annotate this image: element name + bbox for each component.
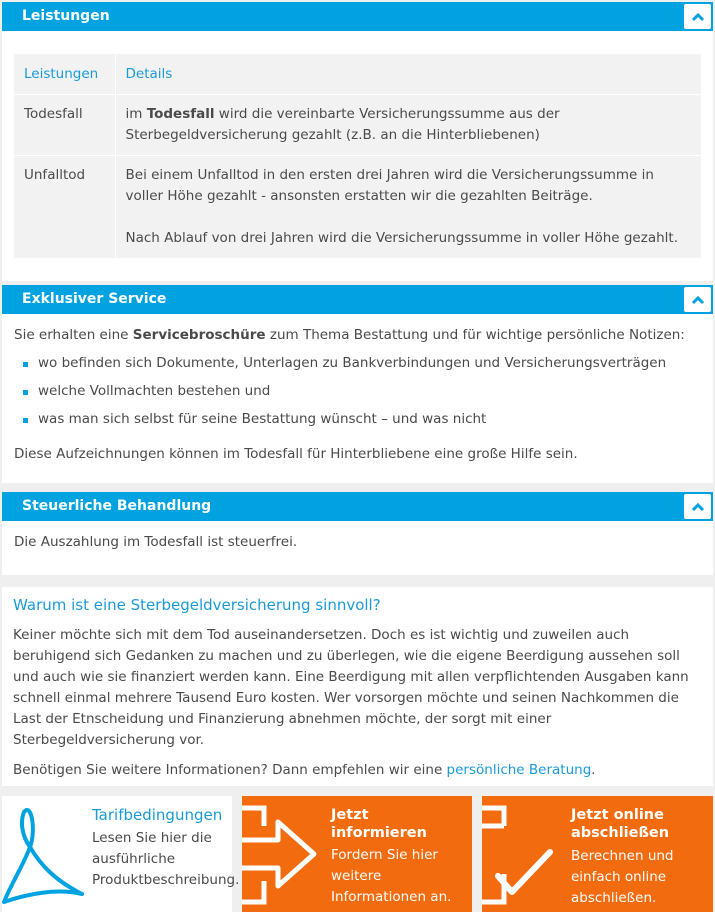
leistungen-collapse-button[interactable] bbox=[684, 4, 711, 29]
steuer-collapse-button[interactable] bbox=[684, 494, 711, 519]
row-details bbox=[115, 155, 701, 258]
service-header-title: Exklusiver Service bbox=[22, 291, 167, 307]
details-paragraph: Bei einem Unfalltod in den ersten drei Jahren wird die Versicherungssumme in voller Höhe gezahlt - ansonsten erstatten wir die gezahlten Beiträge. bbox=[125, 166, 654, 204]
row-details: im Todesfall wird die vereinbarte Versicherungssumme aus der Sterbegeldversicherung gezahlt (z.B. an die Hinterbliebenen) bbox=[115, 94, 701, 155]
service-list bbox=[14, 353, 701, 430]
service-header[interactable] bbox=[2, 285, 713, 314]
chevron-up-icon bbox=[691, 502, 705, 512]
table-header-row bbox=[14, 54, 701, 94]
tile-text: Berechnen und einfach online abschließen. bbox=[571, 848, 674, 906]
table-row bbox=[14, 94, 701, 155]
column-header-leistungen: Leistungen bbox=[14, 54, 115, 94]
tile-jetzt-informieren[interactable] bbox=[242, 796, 472, 912]
tile-online-abschliessen[interactable] bbox=[482, 796, 713, 912]
chevron-up-icon bbox=[691, 295, 705, 305]
service-outro: Diese Aufzeichnungen können im Todesfall für Hinterbliebene eine große Hilfe sein. bbox=[14, 446, 578, 462]
details-paragraph: Nach Ablauf von drei Jahren wird die Versicherungssumme in voller Höhe gezahlt. bbox=[125, 229, 678, 246]
chevron-up-icon bbox=[691, 12, 705, 22]
tile-tarifbedingungen[interactable] bbox=[2, 796, 240, 912]
info-title: Warum ist eine Sterbegeldversicherung sinnvoll? bbox=[13, 596, 381, 614]
info-box bbox=[2, 587, 713, 786]
table-row bbox=[14, 155, 701, 258]
list-item: wo befinden sich Dokumente, Unterlagen zu Bankverbindungen und Versicherungsverträgen bbox=[14, 353, 701, 374]
steuer-content bbox=[2, 521, 713, 553]
column-header-details: Details bbox=[125, 65, 173, 82]
service-collapse-button[interactable] bbox=[684, 287, 711, 312]
tile-title: Tarifbedingungen bbox=[92, 806, 223, 824]
tile-title: Jetzt online abschließen bbox=[571, 807, 670, 841]
leistungen-header[interactable] bbox=[2, 2, 713, 31]
list-item: was man sich selbst für seine Bestattung wünscht – und was nicht bbox=[14, 409, 701, 430]
beratung-link[interactable]: persönliche Beratung bbox=[446, 762, 592, 778]
tile-text: Lesen Sie hier die ausführliche Produktbeschreibung. bbox=[92, 830, 240, 888]
checkmark-icon bbox=[482, 796, 562, 912]
arrow-icon bbox=[242, 796, 322, 912]
tile-title: Jetzt informieren bbox=[331, 807, 427, 841]
info-body: Keiner möchte sich mit dem Tod auseinandersetzen. Doch es ist wichtig und zuweilen auch beruhigend sich Gedanken zu machen und zu überlegen, wie die eigene Beerdigung aussehen soll und auch wie sie finanziert werden kann. Eine Beerdigung mit allen verpflichtenden Ausgaben kann schnell einmal mehrere Tausend Euro kosten. Wer vorsorgen möchte und seinen Nachkommen die Last der Etnscheidung und Finanzierung abnehmen möchte, der sorgt mit einer Sterbegeldversicherung vor. bbox=[13, 627, 689, 748]
pdf-icon bbox=[2, 802, 84, 912]
row-label: Todesfall bbox=[14, 94, 115, 155]
bullet-icon bbox=[23, 418, 28, 423]
leistungen-panel bbox=[2, 2, 713, 281]
steuer-text: Die Auszahlung im Todesfall ist steuerfrei. bbox=[14, 534, 298, 550]
row-label: Unfalltod bbox=[14, 155, 115, 258]
steuer-panel bbox=[2, 492, 713, 575]
leistungen-table bbox=[14, 54, 701, 258]
bullet-icon bbox=[23, 362, 28, 367]
bullet-icon bbox=[23, 390, 28, 395]
leistungen-header-title: Leistungen bbox=[22, 8, 110, 24]
service-content bbox=[2, 314, 713, 465]
service-intro: Sie erhalten eine Servicebroschüre zum Thema Bestattung und für wichtige persönliche Notizen: bbox=[14, 327, 685, 343]
steuer-header[interactable] bbox=[2, 492, 713, 521]
steuer-header-title: Steuerliche Behandlung bbox=[22, 498, 212, 514]
service-panel bbox=[2, 285, 713, 483]
info-cta: Benötigen Sie weitere Informationen? Dann empfehlen wir eine persönliche Beratung. bbox=[13, 762, 596, 778]
tile-text: Fordern Sie hier weitere Informationen an. bbox=[331, 847, 452, 905]
list-item: welche Vollmachten bestehen und bbox=[14, 381, 701, 402]
